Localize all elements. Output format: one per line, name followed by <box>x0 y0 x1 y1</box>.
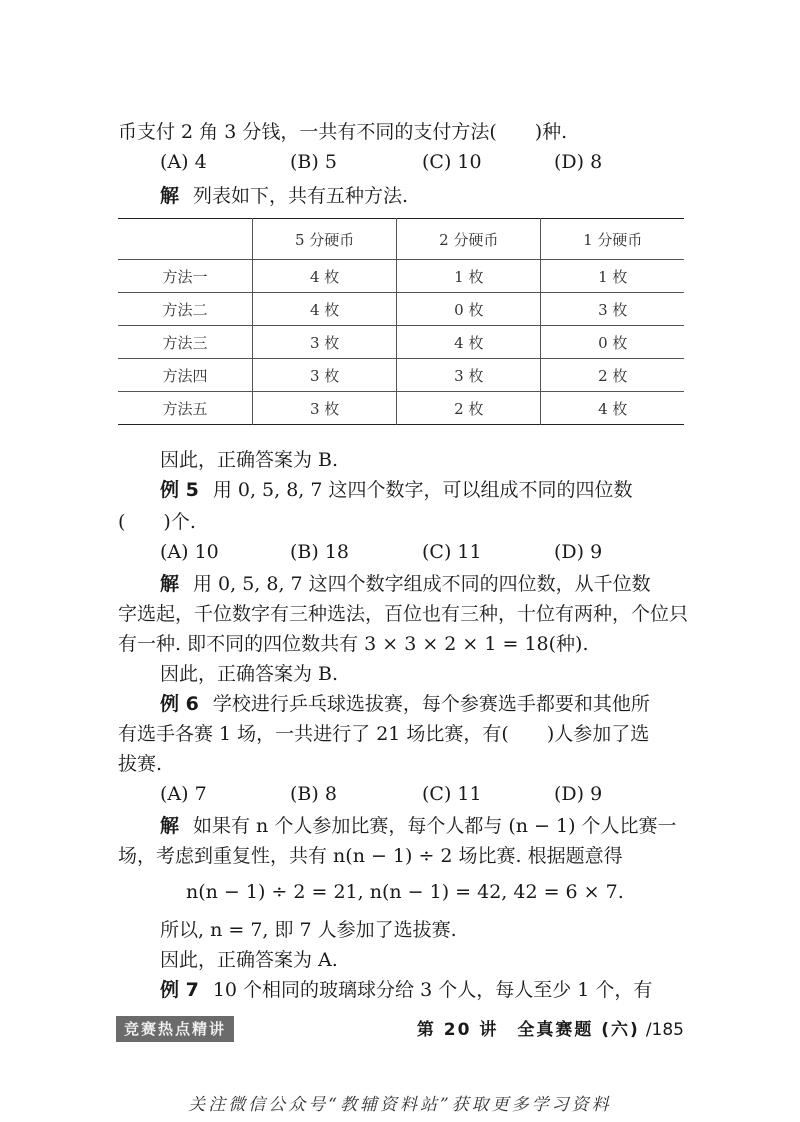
table-cell: 0 枚 <box>541 326 684 359</box>
option-c: (C) 11 <box>422 783 482 805</box>
table-row <box>118 260 684 293</box>
option-c: (C) 10 <box>422 151 482 173</box>
table-cell: 2 枚 <box>397 392 541 425</box>
table-cell: 方法一 <box>118 260 253 293</box>
table-row <box>118 392 684 425</box>
conclusion-line: 所以, n = 7, 即 7 人参加了选拔赛. <box>160 919 457 941</box>
table-cell: 方法三 <box>118 326 253 359</box>
option-a: (A) 10 <box>160 541 219 563</box>
example-6-stem <box>160 692 684 716</box>
example-5-stem-text: 用 0, 5, 8, 7 这四个数字，可以组成不同的四位数 <box>212 479 633 501</box>
solution-label: 解 <box>160 815 180 837</box>
answer-line: 因此，正确答案为 A. <box>160 949 338 971</box>
example-6-stem-line-3: 拔赛. <box>118 753 163 775</box>
option-a: (A) 4 <box>160 151 207 173</box>
table-cell: 3 枚 <box>253 326 397 359</box>
example-5-stem-line-2: ( )个. <box>118 511 196 533</box>
options-row <box>160 150 680 174</box>
option-c: (C) 11 <box>422 541 482 563</box>
table-header-cell <box>118 219 253 260</box>
answer-line: 因此，正确答案为 B. <box>160 449 339 471</box>
table-cell: 方法五 <box>162 399 208 418</box>
footer-series-tag: 竞赛热点精讲 <box>116 1016 234 1042</box>
table-cell: 3 枚 <box>541 293 684 326</box>
options-row <box>160 782 680 806</box>
chapter-title: 第 20 讲 全真赛题 (六) <box>416 1020 640 1040</box>
table-row <box>118 359 684 392</box>
question-stem-line: 币支付 2 角 3 分钱，一共有不同的支付方法( )种. <box>118 121 568 143</box>
example-6-label: 例 6 <box>160 693 199 715</box>
solution-text: 列表如下，共有五种方法. <box>193 185 409 207</box>
table-cell: 4 枚 <box>253 293 397 326</box>
option-b: (B) 18 <box>290 541 350 563</box>
example-5-label: 例 5 <box>160 479 199 501</box>
table-row <box>118 293 684 326</box>
table-cell: 3 枚 <box>397 359 541 392</box>
solution-line <box>160 184 684 208</box>
option-d: (D) 9 <box>554 783 603 805</box>
solution-label: 解 <box>160 185 180 207</box>
example-7-stem <box>160 978 684 1002</box>
answer-line: 因此，正确答案为 B. <box>160 663 339 685</box>
table-cell: 1 枚 <box>397 260 541 293</box>
table-header-cell: 1 分硬币 <box>541 219 684 260</box>
option-b: (B) 5 <box>290 151 337 173</box>
solution-line: 场，考虑到重复性，共有 n(n − 1) ÷ 2 场比赛. 根据题意得 <box>118 845 623 867</box>
table-cell: 方法四 <box>118 359 253 392</box>
table-cell: 方法二 <box>118 293 253 326</box>
table-cell: 3 枚 <box>253 392 397 425</box>
solution-text: 如果有 n 个人参加比赛，每个人都与 (n − 1) 个人比赛一 <box>193 815 677 837</box>
solution-text: 用 0, 5, 8, 7 这四个数字组成不同的四位数，从千位数 <box>193 573 651 595</box>
solution-line <box>160 572 684 596</box>
solution-line: 字选起，千位数字有三种选法，百位也有三种，十位有两种，个位只 <box>118 603 689 625</box>
page-number: /185 <box>645 1020 684 1040</box>
solution-label: 解 <box>160 573 180 595</box>
table-cell: 4 枚 <box>253 260 397 293</box>
example-7-stem-text: 10 个相同的玻璃球分给 3 个人，每人至少 1 个，有 <box>212 979 653 1001</box>
table-header-cell: 5 分硬币 <box>253 219 397 260</box>
solution-line: 有一种. 即不同的四位数共有 3 × 3 × 2 × 1 = 18(种). <box>118 633 589 655</box>
watermark-text: 关注微信公众号“教辅资料站”获取更多学习资料 <box>188 1095 612 1115</box>
option-b: (B) 8 <box>290 783 337 805</box>
example-7-label: 例 7 <box>160 979 199 1001</box>
table-cell: 3 枚 <box>253 359 397 392</box>
table-cell: 4 枚 <box>541 392 684 425</box>
coin-method-table <box>118 218 684 425</box>
solution-line <box>160 814 684 838</box>
option-a: (A) 7 <box>160 783 207 805</box>
option-d: (D) 9 <box>554 541 603 563</box>
example-6-stem-line-2: 有选手各赛 1 场，一共进行了 21 场比赛，有( )人参加了选 <box>118 723 650 745</box>
table-header-cell: 2 分硬币 <box>397 219 541 260</box>
options-row <box>160 540 680 564</box>
example-6-stem-text: 学校进行乒乓球选拔赛，每个参赛选手都要和其他所 <box>212 693 650 715</box>
option-d: (D) 8 <box>554 151 603 173</box>
table-cell: 2 枚 <box>541 359 684 392</box>
table-cell: 1 枚 <box>541 260 684 293</box>
table-header-row <box>118 219 684 260</box>
table-row <box>118 326 684 359</box>
equation: n(n − 1) ÷ 2 = 21, n(n − 1) = 42, 42 = 6 × 7. <box>186 881 624 903</box>
table-cell: 0 枚 <box>397 293 541 326</box>
table-cell: 4 枚 <box>397 326 541 359</box>
footer-chapter <box>417 1018 684 1042</box>
example-5-stem <box>160 478 684 502</box>
